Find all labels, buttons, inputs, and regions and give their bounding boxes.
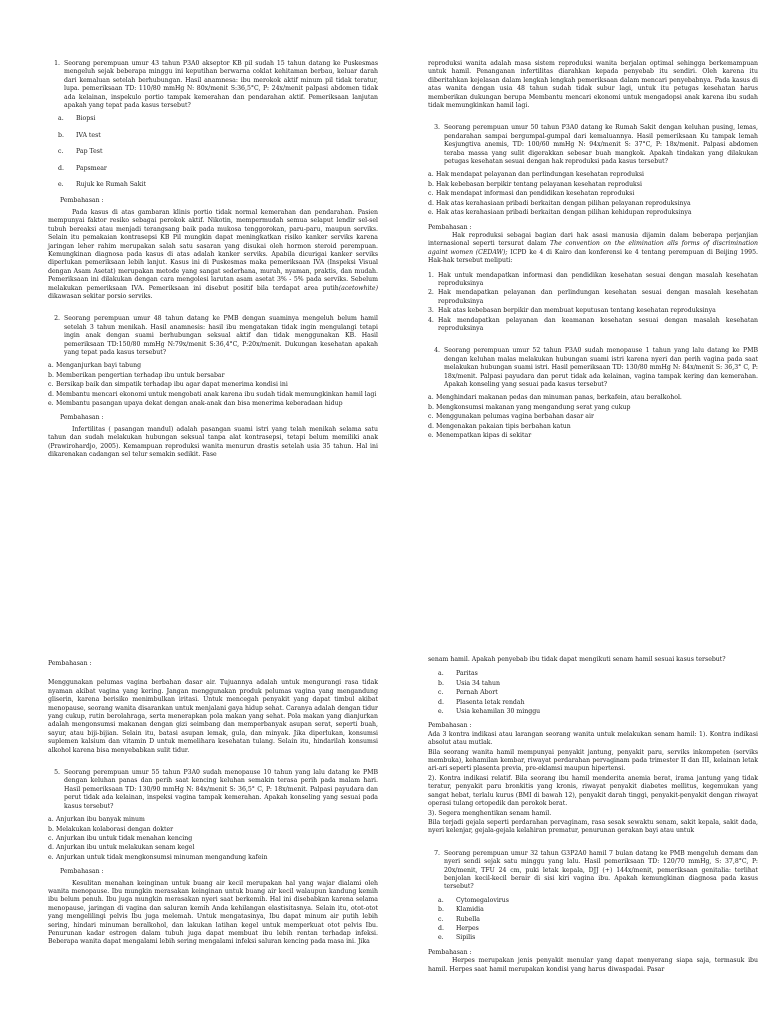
option: c. Menggunakan pelumas vagina berbahan dasar air: [428, 413, 594, 421]
option: b. Memberikan pengertian terhadap ibu untuk bersabar: [48, 371, 225, 379]
option: c. Hak mendapat informasi dan pendidikan kesehatan reproduksi: [428, 190, 635, 198]
question-number: 4.: [434, 347, 440, 355]
option: d. Herpes: [438, 924, 479, 932]
pembahasan-label: Pembahasan :: [48, 660, 92, 667]
options-q7: [428, 897, 758, 943]
options-q3: [428, 171, 758, 217]
continued-text: reproduksi wanita adalah masa sistem reproduksi wanita berjalan optimal sehingga berkemampuan untuk hamil. Penanganan infertilitas diarahkan kepada penyebab itu sendiri. Oleh karena itu diberitahkan kejelasan dalam lengkah lengkah pemeriksaan dalam mencari penyebabnya. Pada kasus di atas wanita dengan usia 48 tahun sudah tidak subur lagi, untuk itu petugas kesehatan harus memberikan dukungan berupa Membantu mencari ekonomi untuk mengadopsi anak karena ibu sudah tidak memungkinkan hamil lagi.: [428, 60, 758, 110]
pembahasan-line: Bila terjadi gejala seperti perdarahan pervaginam, rasa sesak sewaktu senam, sakit kepala, sakit dada, nyeri kelenjar, gejala-gejala kelahiran prematur, penurunan gerakan bayi atau untuk: [428, 818, 758, 835]
question-4: [428, 347, 758, 389]
option: d. Plasenta letak rendah: [438, 698, 525, 706]
question-1: [48, 60, 378, 110]
option: c. Pernah Abort: [438, 689, 498, 697]
option: b. Mengkonsumsi makanan yang mengandung serat yang cukup: [428, 403, 631, 411]
question-3: [428, 124, 758, 166]
column-left-bottom: [48, 656, 378, 953]
option: e. Hak atas kerahasiaan pribadi berkaitan dengan pilihan kehidupan reproduksinya: [428, 209, 692, 217]
pembahasan-text: Hak reproduksi sebagai bagian dari hak asasi manusia dijamin dalam beberapa perjanjian internasional seperti tersurat dalam The convention on the elimination alls forms of discrimination againt women (CEDAW); ICPD ke 4 di Kairo dan konferensi ke 4 tentang perempuan di Beijing 1995. Hak-hak tersebut meliputi:: [428, 231, 758, 265]
option: e. Menempatkan kipas di sekitar: [428, 432, 532, 440]
option: e. Rujuk ke Rumah Sakit: [58, 181, 146, 189]
option: b. IVA test: [58, 131, 101, 139]
option: b. Usia 34 tahun: [438, 679, 500, 687]
column-right-top: [428, 60, 758, 446]
option: d. Hak atas kerahasiaan pribadi berkaitan dengan pilihan pelayanan reproduksinya: [428, 199, 691, 207]
option: e. Anjurkan untuk tidak mengkonsumsi minuman mengandung kafein: [48, 853, 268, 861]
list-item: 3. Hak atas kebebasan berpikir dan membuat keputusan tentang kesehatan reproduksinya: [428, 307, 716, 315]
option: a. Cytomegalovirus: [438, 896, 509, 904]
option: a. Paritas: [438, 670, 478, 678]
question-text: Seorang perempuan umur 32 tahun G3P2A0 hamil 7 bulan datang ke PMB mengeluh demam dan nyeri sendi sejak satu minggu yang lalu. Hasil pemeriksaan TD: 120/70 mmHg, S: 37,8°C, P: 20x/menit, TFU 24 cm, puki letak kepala, DJJ (+) 144x/menit, pemeriksaan genitalia: terlihat benjolan kecil-kecil berair di sisi kiri vagina ibu. Apakah kemungkinan diagnosa pada kasus tersebut?: [444, 849, 758, 891]
pembahasan-text: Pada kasus di atas gambaran klinis portio tidak normal kemerahan dan pendarahan. Pasien mempunyai faktor resiko sebagai perokok aktif. Nikotin, mempermudah semua selaput lendir sel-sel tubuh bereaksi atau menjadi terangsang baik pada mukosa tenggorokan, paru-paru, maupun serviks. Selain itu pemakaian kontrasepsi KB Pil mungkin dapat meningkatkan risiko kanker serviks karena jaringan leher rahim merupakan salah satu sasaran yang disukai oleh hormon steroid perempuan. Kemungkinan diagnosa pada kasus di atas adalah kanker serviks. Apabila dicurigai kanker serviks diperlukan pemeriksaan lebih lanjut. Kasus ini di Puskesmas maka pemeriksaan IVA (Inspeksi Visual dengan Asam Asetat) merupakan metode yang sangat sederhana, murah, nyaman, praktis, dan mudah. Pemeriksaan ini dilakukan dengan cara mengolesi larutan asam asetat 3% - 5% pada serviks. Sebelum melakukan pemeriksaan IVA. Pemeriksaan ini disebut positif bila terdapat area putih(acetowhite) dikawasan sekitar porsio serviks.: [48, 208, 378, 300]
question-2: [48, 315, 378, 357]
option: c. Pap Test: [58, 148, 103, 156]
options-q2: [48, 362, 378, 408]
options-q4: [428, 394, 758, 440]
question-7: [428, 850, 758, 892]
pembahasan-label: Pembahasan :: [60, 868, 104, 876]
question-text: Seorang perempuan umur 48 tahun datang ke PMB dengan suaminya mengeluh belum hamil setelah 3 tahun menikah. Hasil anamnesis: hasil ibu mengatakan tidak ingin mengulangi tetapi ingin anak dengan suami berhubungan seksual aktif dan tidak menggunakan KB. Hasil pemeriksaan TD:150/80 mmHg N:79x/menit S:36,4°C, P:20x/menit. Dukungan kesehatan apakah yang tepat pada kasus tersebut?: [64, 315, 378, 356]
pembahasan-label: Pembahasan :: [428, 948, 472, 956]
options-q6: [428, 670, 758, 716]
rights-list: [428, 272, 758, 334]
option: a. Biopsi: [58, 115, 96, 123]
column-right-bottom: [428, 656, 758, 980]
pembahasan-text: Herpes merupakan jenis penyakit menular yang dapat menyerang siapa saja, termasuk ibu hamil. Herpes saat hamil merupakan kondisi yang harus diwaspadai. Pasar: [428, 957, 758, 973]
question-number: 1.: [54, 60, 60, 67]
option: d. Mengenakan pakaian tipis berbahan katun: [428, 422, 571, 430]
option: d. Papsmear: [58, 164, 107, 172]
pembahasan-text: Kesulitan menahan keinginan untuk buang air kecil merupakan hal yang wajar dialami oleh wanita menopause. Ibu mungkin merasakan keinginan untuk buang air kecil walaupun kandung kemih ibu belum penuh. Ibu juga mungkin merasakan nyeri saat berkemih. Hal ini disebabkan karena selama menopause, jaringan di vagina dan saluran kemih Anda kehilangan elastisitasnya. Selain itu, otot-otot yang mengelilingi pelvis Ibu juga melemah. Untuk mengatasinya, Ibu dapat minum air putih lebih sering, hindari minuman beralkohol, dan lakukan latihan kegel untuk memperkuat otot pelvis Ibu. Penurunan kadar estrogen dalam tubuh juga dapat membuat ibu lebih rentan terhadap infeksi. Beberapa wanita dapat mengalami lebih sering mengalami infeksi saluran kencing pada masa ini. Jika: [48, 879, 378, 946]
option: a. Menganjurkan bayi tabung: [48, 362, 142, 370]
pembahasan-label: Pembahasan :: [428, 722, 472, 730]
question-text: Seorang perempuan umur 55 tahun P3A0 sudah menopause 10 tahun yang lalu datang ke PMB dengan keluhan panas dan perih saat kencing keluhan semakin terasa perih pada malam hari. Hasil pemeriksaan TD: 130/90 mmHg N: 84x/menit S: 36,5° C, P: 18x/menit. Palpasi payudara dan perut tidak ada kelainan, inspeksi vagina tampak kemerahan. Apakah konseling yang sesuai pada kasus tersebut?: [64, 769, 378, 810]
option: d. Membantu mencari ekonomi untuk mengobati anak karena ibu sudah tidak memungkinkan hamil lagi: [48, 390, 377, 398]
pembahasan-line: 3). Segera menghentikan senam hamil.: [428, 809, 552, 817]
option: d. Anjurkan ibu untuk melakukan senam kegel: [48, 844, 195, 852]
question-text: Seorang perempuan umur 52 tahun P3A0 sudah menopause 1 tahun yang lalu datang ke PMB dengan keluhan malas melakukan hubungan suami istri karena nyeri dan perih vagina pada saat melakukan hubungan suami istri. Hasil pemeriksaan TD: 130/80 mmHg N: 84x/menit S: 36,3° C, P: 18x/menit. Palpasi payudara dan perut tidak ada kelainan, vagina tampak kering dan kemerahan. Apakah konseling yang sesuai pada kasus tersebut?: [444, 347, 758, 388]
option: b. Klamidia: [438, 906, 484, 914]
option: b. Melakukan kolaborasi dengan dokter: [48, 825, 174, 833]
pembahasan-text: Infertilitas ( pasangan mandul) adalah pasangan suami istri yang telah menikah selama satu tahun dan sudah melakukan hubungan seksual tanpa alat kontrasepsi, tetapi belum memiliki anak (Prawirohardjo, 2005). Kemampuan reproduksi wanita menurun drastis setelah usia 35 tahun. Hal ini dikarenakan cadangan sel telur semakin sedikit. Fase: [48, 425, 378, 459]
list-item: 1. Hak untuk mendapatkan informasi dan pendidikan kesehatan sesuai dengan masalah kesehatan reproduksinya: [428, 271, 758, 287]
pembahasan-line: Ada 3 kontra indikasi atau larangan seorang wanita untuk melakukan senam hamil: 1). Kontra indikasi absolut atau mutlak.: [428, 730, 758, 747]
pembahasan-text: Menggunakan pelumas vagina berbahan dasar air. Tujuannya adalah untuk mengurangi rasa tidak nyaman akibat vagina yang kering. Jangan menggunakan produk pelumas vagina yang mengandung gliserin, karena berisiko menimbulkan iritasi. Untuk mencegah penyakit yang dapat timbul akibat menopause, seorang wanita disarankan untuk menjalani gaya hidup sehat. Caranya adalah dengan tidur yang cukup, rutin berolahraga, serta menerapkan pola makan yang sehat. Pola makan yang dianjurkan adalah mengonsumsi makanan dengan gizi seimbang dan memperbanyak asupan serat, seperti buah, sayur, atau biji-bijian. Selain itu, batasi asupan lemak, gula, dan minyak. Jika diperlukan, konsumsi suplemen kalsium dan vitamin D untuk memelihara kesehatan tulang. Selain itu, hindarilah konsumsi alkohol karena bisa menyebabkan sulit tidur.: [48, 679, 378, 754]
question-text: Seorang perempuan umur 43 tahun P3A0 akseptor KB pil sudah 15 tahun datang ke Puskesmas mengeluh sejak beberapa minggu ini keputihan berwarna coklat kehitaman berbau, keluar darah dari kemaluan setelah berhubungan. Hasil anamnesa: ibu merokok aktif minum pil tidak teratur, lupa. pemeriksaan TD: 110/80 mmHg N: 80x/menit S:36,5°C, P: 24x/menit palpasi abdomen tidak ada kelainan, inspekulo portio tampak kemerahan dan pendarahan aktif. Pemeriksaan lanjutan apakah yang tepat pada kasus tersebut?: [64, 60, 378, 110]
options-q5: [48, 816, 378, 862]
question-number: 7.: [434, 849, 440, 857]
column-left-top: [48, 60, 378, 465]
option: e. Membantu pasangan upaya dekat dengan anak-anak dan bisa menerima keberadaan hidup: [48, 400, 343, 407]
question-number: 5.: [54, 769, 60, 777]
option: c. Bersikap baik dan simpatik terhadap ibu agar dapat menerima kondisi ini: [48, 381, 288, 389]
option: a. Hak mendapat pelayanan dan perlindungan kesehatan reproduksi: [428, 171, 644, 179]
option: c. Anjurkan ibu untuk tidak menahan kencing: [48, 834, 193, 842]
pembahasan-label: Pembahasan :: [428, 223, 472, 231]
list-item: 4. Hak mendapatkan pelayanan dan keamanan kesehatan sesuai dengan masalah kesehatan reproduksinya: [428, 316, 758, 332]
option: e. Usia kehamilan 30 minggu: [438, 708, 541, 716]
list-item: 2. Hak mendapatkan pelayanan dan perlindungan kesehatan sesuai dengan masalah kesehatan reproduksinya: [428, 289, 758, 305]
question-5: [48, 769, 378, 811]
option: a. Menghindari makanan pedas dan minuman panas, berkafein, atau beralkohol.: [428, 394, 682, 402]
sheet-bottom: [0, 648, 768, 1024]
pembahasan-line: 2). Kontra indikasi relatif. Bila seorang ibu hamil menderita anemia berat, irama jantung yang tidak teratur, penyakit paru bronkitis yang kronis, riwayat penyakit diabetes mellitus, kegemukan yang sangat hebat, terlalu kurus (BMI di bawah 12), penyakit darah tinggi, penyakit-penyakit dengan riwayat operasi tulang ortopedik dan perokok berat.: [428, 774, 758, 808]
continued-text: senam hamil. Apakah penyebab ibu tidak dapat mengikuti senam hamil sesuai kasus tersebut?: [428, 656, 726, 663]
option: e. Sipilis: [438, 934, 476, 942]
option: b. Hak kebebasan berpikir tentang pelayanan kesehatan reproduksi: [428, 180, 642, 188]
option: a. Anjurkan ibu banyak minum: [48, 816, 145, 824]
question-number: 2.: [54, 315, 60, 323]
option: c. Rubella: [438, 915, 480, 923]
question-number: 3.: [434, 124, 440, 132]
pembahasan-label: Pembahasan :: [60, 197, 104, 205]
pembahasan-line: Bila seorang wanita hamil mempunyai penyakit jantung, penyakit paru, serviks inkompeten (serviks membuka), kehamilan kembar, riwayat perdarahan pervaginam pada trimester II dan III, kelainan letak ari-ari seperti plasenta previa, pre-eklamsi maupun hipertensi.: [428, 748, 758, 773]
options-q1: [48, 115, 378, 189]
question-text: Seorang perempuan umur 50 tahun P3A0 datang ke Rumah Sakit dengan keluhan pusing, lemas, pendarahan sampai bergumpal-gumpal dari kemaluannya. Hasil pemeriksaan Ku tampak lemah Kesjungtiva anemis, TD: 100/60 mmHg N: 94x/menit S: 37°C, P: 18x/menit. Palpasi abdomen teraba massa yang sulit digerakkan sebesar buah mangkok. Apakah tindakan yang dilakukan petugas kesehatan sesuai dengan hak reproduksi pada kasus tersebut?: [444, 124, 758, 166]
pembahasan-label: Pembahasan :: [60, 414, 104, 422]
